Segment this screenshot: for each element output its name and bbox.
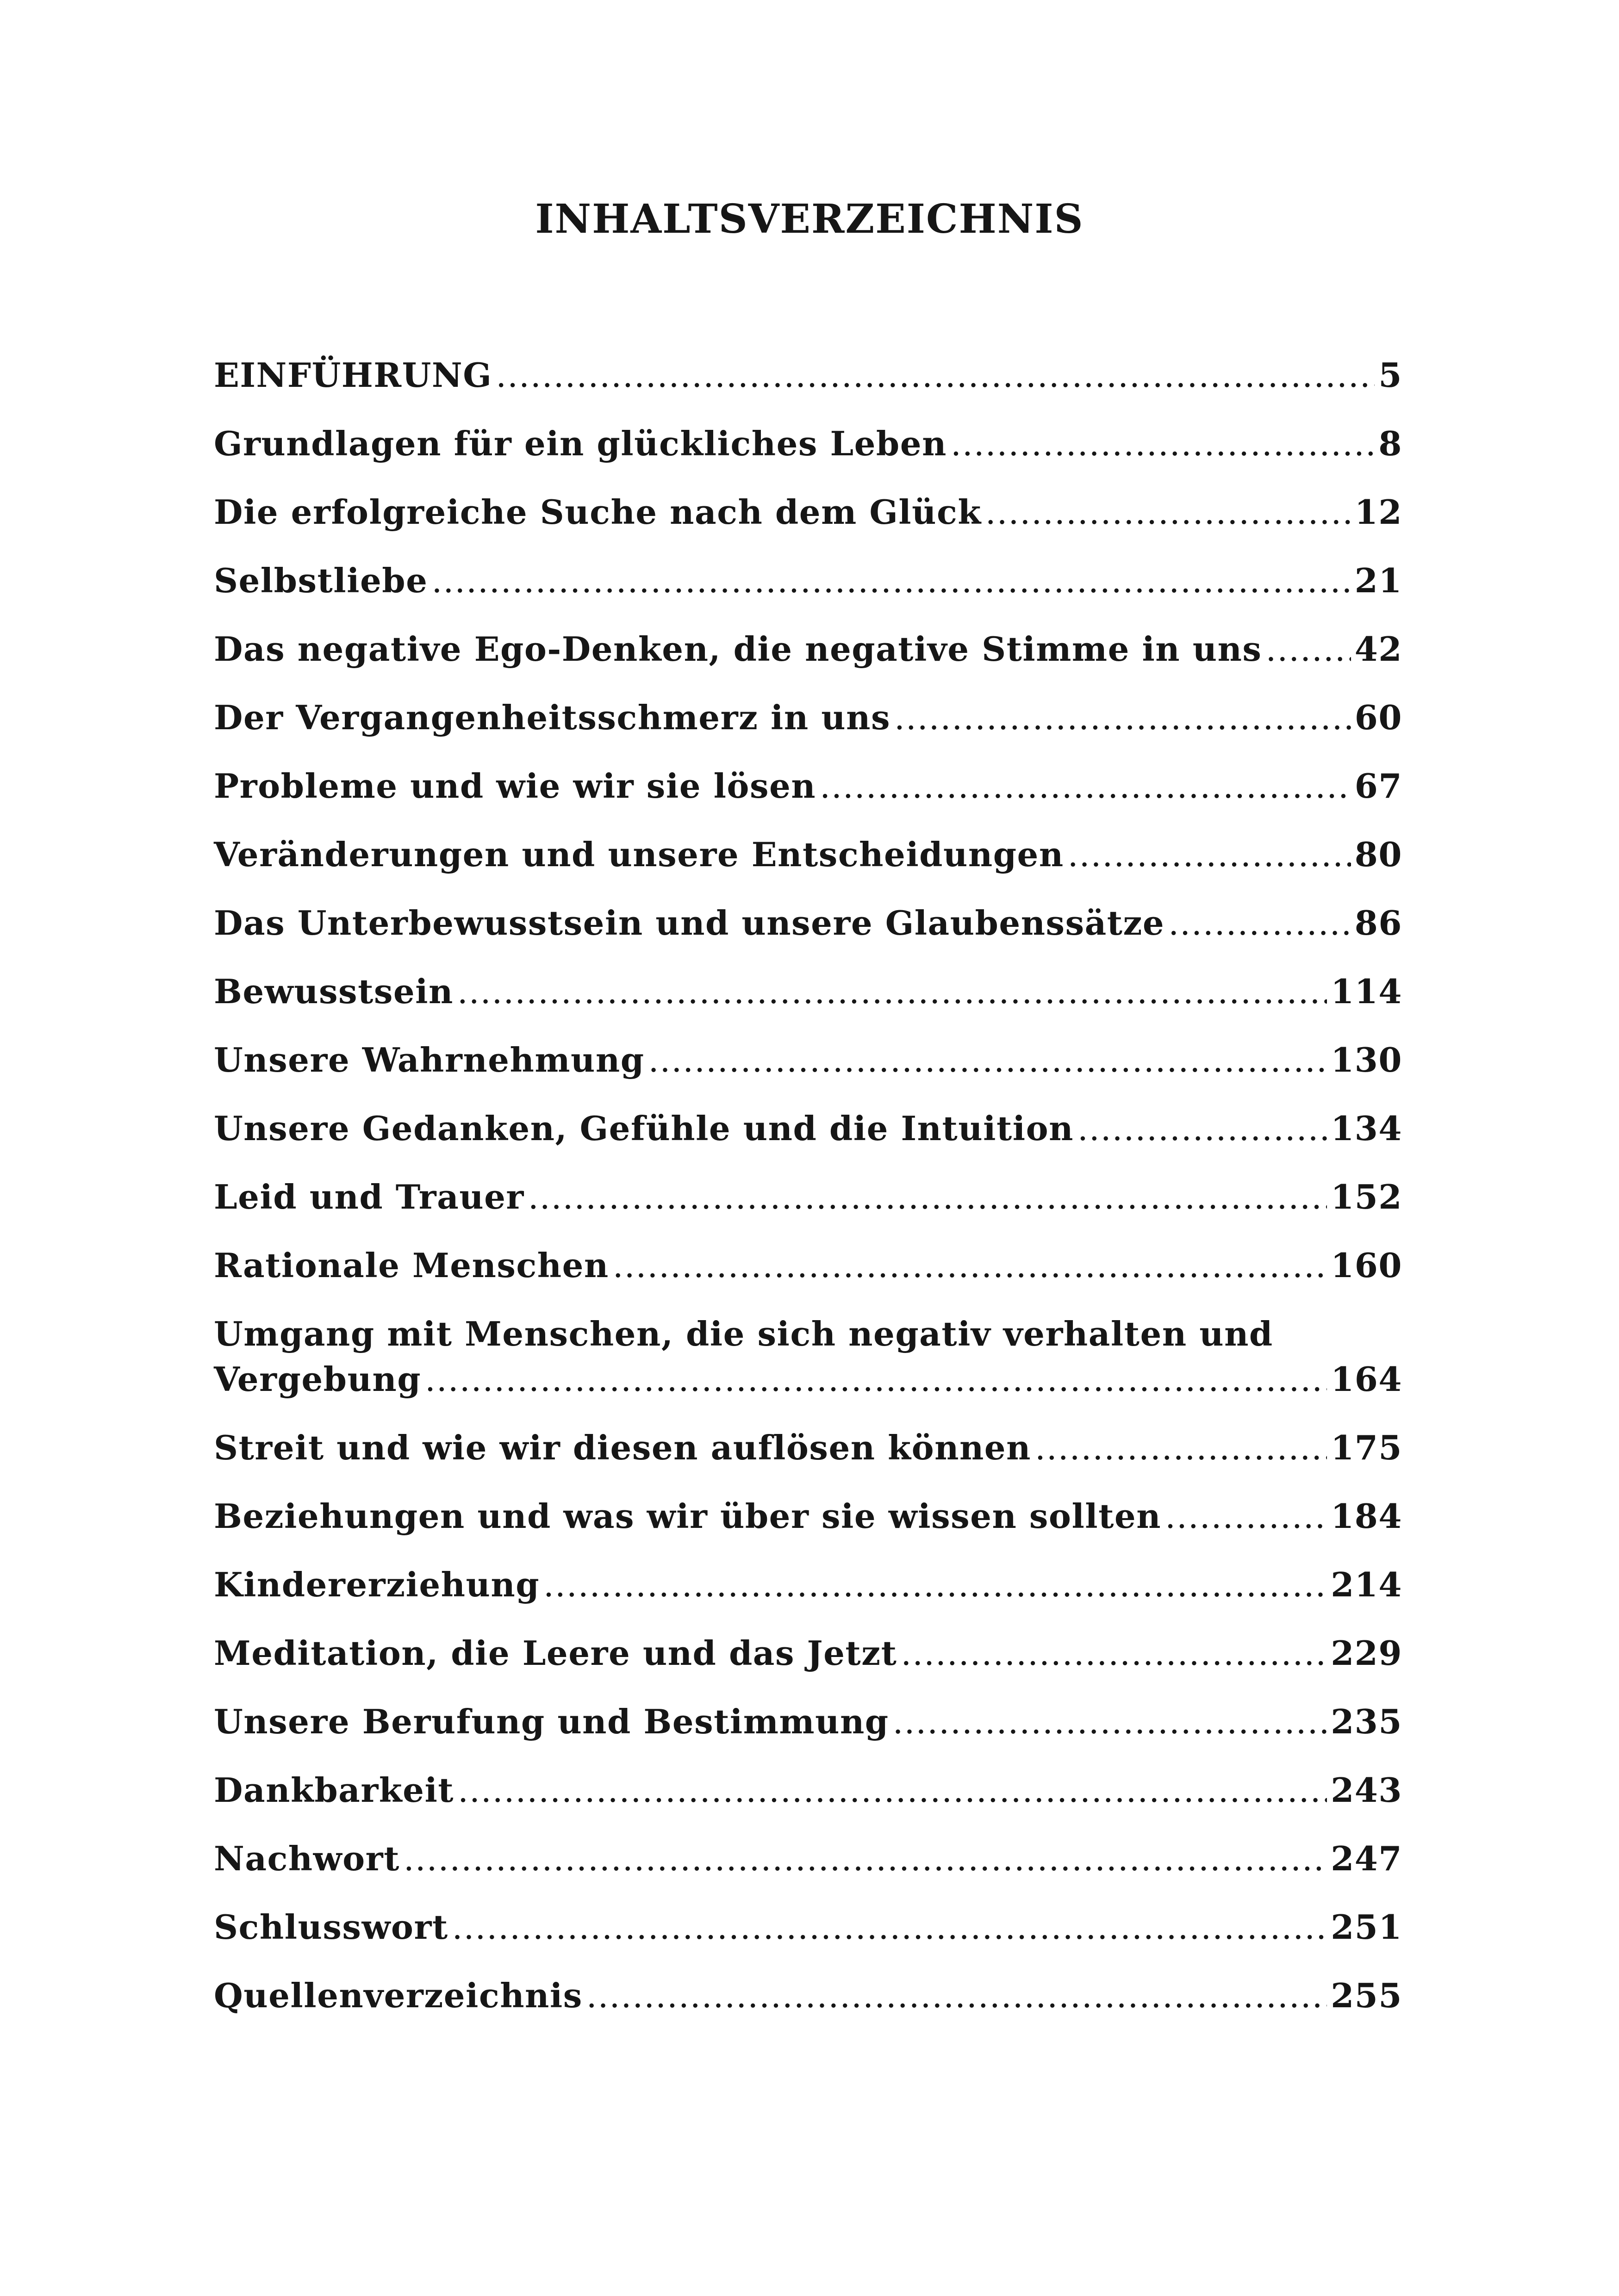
toc-entry[interactable]: [214, 353, 1402, 398]
toc-entry-title: Kindererziehung: [214, 1565, 540, 1604]
toc-entry[interactable]: [214, 1836, 1402, 1881]
dot-leader: [586, 1973, 1327, 2018]
toc-entry-page: 160: [1331, 1246, 1402, 1285]
toc-entry[interactable]: [214, 1973, 1402, 2018]
toc-entry-title: Meditation, die Leere und das Jetzt: [214, 1633, 897, 1673]
toc-entry-title: Das negative Ego-Denken, die negative Stimme in uns: [214, 629, 1262, 669]
dot-leader: [496, 353, 1375, 398]
toc-entry-page: 80: [1354, 835, 1402, 874]
toc-entry-title: Quellenverzeichnis: [214, 1976, 583, 2015]
toc-entry-title: Die erfolgreiche Suche nach dem Glück: [214, 492, 982, 532]
toc-entry-page: 243: [1331, 1770, 1402, 1810]
toc-entry[interactable]: [214, 627, 1402, 672]
dot-leader: [1168, 900, 1351, 946]
toc-entry-page: 5: [1378, 355, 1402, 395]
toc-entry[interactable]: [214, 1905, 1402, 1950]
toc-entry[interactable]: [214, 490, 1402, 535]
toc-entry-title: Beziehungen und was wir über sie wissen sollten: [214, 1496, 1162, 1536]
toc-entry[interactable]: [214, 695, 1402, 740]
toc-entry[interactable]: [214, 421, 1402, 466]
dot-leader: [985, 490, 1351, 535]
toc-entry-page: 21: [1354, 561, 1402, 600]
toc-entry[interactable]: [214, 969, 1402, 1014]
toc-entry-title: EINFÜHRUNG: [214, 355, 492, 395]
dot-leader: [951, 421, 1375, 466]
toc-entry-title: Bewusstsein: [214, 972, 454, 1011]
toc-entry-page: 235: [1331, 1702, 1402, 1741]
toc-entry-title: Unsere Berufung und Bestimmung: [214, 1702, 889, 1741]
dot-leader: [648, 1037, 1327, 1083]
toc-entry-title: Schlusswort: [214, 1907, 448, 1947]
dot-leader: [893, 1699, 1327, 1744]
dot-leader: [901, 1631, 1327, 1676]
toc-entry-title: Probleme und wie wir sie lösen: [214, 766, 816, 806]
toc-entry-page: 152: [1331, 1177, 1402, 1216]
toc-entry-page: 247: [1331, 1839, 1402, 1878]
dot-leader: [1265, 627, 1351, 672]
toc-entry-page: 60: [1354, 698, 1402, 737]
toc-entry-title: Nachwort: [214, 1839, 400, 1878]
toc-entry-page: 8: [1378, 424, 1402, 463]
page-title: INHALTSVERZEICHNIS: [535, 196, 1084, 242]
dot-leader: [820, 763, 1351, 809]
toc-entry-page: 214: [1331, 1565, 1402, 1604]
dot-leader: [613, 1243, 1327, 1288]
dot-leader: [543, 1562, 1327, 1607]
toc-entry-page: 114: [1331, 972, 1402, 1011]
toc-entry[interactable]: [214, 1425, 1402, 1471]
toc-entry-title: Rationale Menschen: [214, 1246, 609, 1285]
toc-entry-page: 67: [1354, 766, 1402, 806]
toc-entry[interactable]: [214, 1768, 1402, 1813]
dot-leader: [458, 1768, 1327, 1813]
dot-leader: [404, 1836, 1327, 1881]
toc-entry-page: 130: [1331, 1040, 1402, 1080]
toc-entry[interactable]: [214, 1037, 1402, 1083]
toc-entry[interactable]: [214, 1106, 1402, 1151]
table-of-contents: [214, 353, 1402, 2042]
toc-entry-page: 86: [1354, 903, 1402, 943]
toc-entry[interactable]: [214, 763, 1402, 809]
toc-entry-title: Selbstliebe: [214, 561, 428, 600]
toc-entry[interactable]: [214, 900, 1402, 946]
toc-entry-page: 175: [1331, 1428, 1402, 1467]
toc-entry-title: Dankbarkeit: [214, 1770, 455, 1810]
toc-entry-page: 229: [1331, 1633, 1402, 1673]
dot-leader: [452, 1905, 1327, 1950]
toc-entry-title-continued: Vergebung: [214, 1359, 422, 1399]
toc-entry-title: Grundlagen für ein glückliches Leben: [214, 424, 947, 463]
dot-leader: [1068, 832, 1351, 877]
dot-leader: [1165, 1494, 1327, 1539]
toc-entry[interactable]: [214, 1311, 1402, 1402]
toc-entry[interactable]: [214, 832, 1402, 877]
toc-entry-title: Leid und Trauer: [214, 1177, 524, 1216]
toc-entry-page: 251: [1331, 1907, 1402, 1947]
toc-entry-page: 12: [1354, 492, 1402, 532]
toc-entry-title: Streit und wie wir diesen auflösen können: [214, 1428, 1031, 1467]
dot-leader: [1077, 1106, 1327, 1151]
dot-leader: [894, 695, 1351, 740]
toc-entry-page: 184: [1331, 1496, 1402, 1536]
toc-entry-title: Der Vergangenheitsschmerz in uns: [214, 698, 890, 737]
toc-entry-title: Das Unterbewusstsein und unsere Glaubenssätze: [214, 903, 1165, 943]
toc-entry-page: 164: [1331, 1359, 1402, 1399]
dot-leader: [431, 558, 1351, 603]
toc-entry-page: 42: [1354, 629, 1402, 669]
dot-leader: [528, 1174, 1327, 1220]
toc-entry-title: Veränderungen und unsere Entscheidungen: [214, 835, 1064, 874]
toc-entry[interactable]: [214, 1494, 1402, 1539]
toc-entry[interactable]: [214, 1562, 1402, 1607]
toc-entry-page: 134: [1331, 1109, 1402, 1148]
toc-entry[interactable]: [214, 1699, 1402, 1744]
toc-entry-title: Unsere Gedanken, Gefühle und die Intuition: [214, 1109, 1074, 1148]
dot-leader: [457, 969, 1327, 1014]
dot-leader: [425, 1357, 1327, 1402]
toc-entry-page: 255: [1331, 1976, 1402, 2015]
toc-entry[interactable]: [214, 558, 1402, 603]
toc-entry-title: Umgang mit Menschen, die sich negativ verhalten und: [214, 1314, 1273, 1353]
toc-entry[interactable]: [214, 1243, 1402, 1288]
toc-entry-title: Unsere Wahrnehmung: [214, 1040, 645, 1080]
toc-entry[interactable]: [214, 1174, 1402, 1220]
dot-leader: [1035, 1425, 1327, 1471]
toc-entry[interactable]: [214, 1631, 1402, 1676]
